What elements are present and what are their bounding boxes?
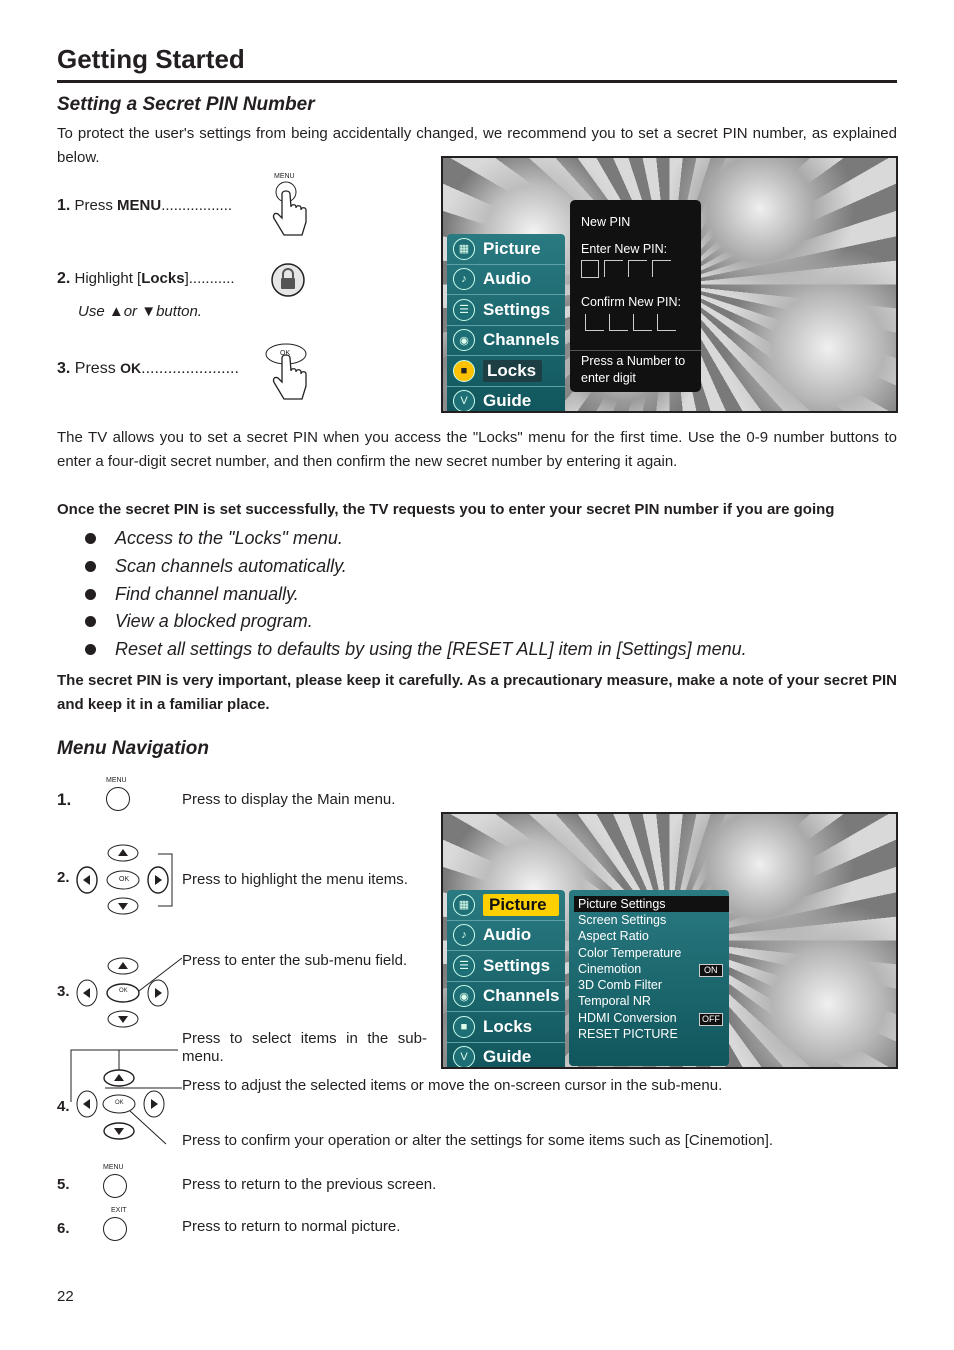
- nav-step-1-number: 1.: [57, 790, 72, 809]
- intro-paragraph: To protect the user's settings from being accidentally changed, we recommend you to set a secret PIN number, as explained below.: [57, 125, 897, 166]
- submenu-item: RESET PICTURE: [578, 1027, 678, 1042]
- lock-icon: ■: [453, 1016, 475, 1038]
- arrow-hint: Use ▲or ▼button.: [78, 303, 202, 320]
- submenu-header: Picture Settings: [574, 896, 729, 912]
- nav-step-1-text: Press to display the Main menu.: [182, 791, 396, 808]
- press-menu-hand-icon: [266, 180, 312, 242]
- nav-step-3-number: 3.: [57, 983, 70, 1000]
- tv-menu-item-picture: ▦ Picture: [447, 234, 565, 265]
- pin-step-1: 1. Press MENU.................: [57, 197, 233, 214]
- tv-screen-pin: [441, 156, 898, 413]
- pin-help-text: Press a Number to enter digit: [581, 354, 686, 385]
- list-item: Scan channels automatically.: [85, 554, 747, 582]
- locks-key: Locks: [141, 270, 185, 287]
- pin-description: The TV allows you to set a secret PIN when you access the "Locks" menu for the first time. Use the 0-9 number buttons to enter a four-digit secret number, and then confirm the new secret number by entering it again.: [57, 429, 897, 470]
- pin-digit-box[interactable]: [628, 260, 647, 277]
- nav-step-4-text-b: Press to adjust the selected items or move the on-screen cursor in the sub-menu.: [182, 1077, 723, 1094]
- menu-button-caption: MENU: [103, 1164, 124, 1171]
- bullet-icon: [85, 561, 96, 572]
- nav-step-4-text-c: Press to confirm your operation or alter the settings for some items such as [Cinemotion].: [182, 1132, 774, 1149]
- section-title-pin: Setting a Secret PIN Number: [57, 94, 315, 115]
- list-item: View a blocked program.: [85, 609, 747, 637]
- picture-icon: ▦: [453, 238, 475, 260]
- lock-button-icon: [270, 262, 306, 298]
- page-number: 22: [57, 1288, 74, 1305]
- settings-icon: ☰: [453, 955, 475, 977]
- pin-bold-note: Once the secret PIN is set successfully, the TV requests you to enter your secret PIN number if you are going: [57, 501, 835, 518]
- nav-step-4-text-a: Press to select items in the sub-menu.: [182, 1030, 427, 1065]
- submenu-item: 3D Comb Filter: [578, 978, 663, 993]
- nav-step-5-number: 5.: [57, 1176, 70, 1193]
- tv-main-menu: [447, 890, 565, 1069]
- ok-key: OK: [120, 360, 142, 376]
- tv-menu-item-guide: V Guide: [447, 1043, 565, 1070]
- nav-step-2-text: Press to highlight the menu items.: [182, 871, 408, 888]
- pin-required-list: [85, 526, 747, 665]
- pin-digit-box[interactable]: [633, 314, 652, 331]
- up-arrow-icon: ▲: [108, 303, 124, 320]
- dpad-ok-icon: [74, 955, 184, 1031]
- submenu-item: Screen Settings: [578, 913, 667, 927]
- page-title: Getting Started: [57, 44, 245, 74]
- submenu-item: Temporal NR: [578, 994, 651, 1009]
- tv-menu-item-locks: ■ Locks: [447, 356, 565, 387]
- tv-menu-item-channels: ◉ Channels: [447, 326, 565, 357]
- tv-menu-item-audio: ♪ Audio: [447, 265, 565, 296]
- nav-step-6-text: Press to return to normal picture.: [182, 1218, 401, 1235]
- dpad-ok-label: OK: [119, 988, 128, 994]
- submenu-item: Color Temperature: [578, 945, 682, 960]
- enter-pin-label: Enter New PIN:: [581, 242, 668, 256]
- submenu-item: Aspect Ratio: [578, 929, 649, 944]
- nav-step-4-number: 4.: [57, 1098, 70, 1115]
- nav-step-3-text: Press to enter the sub-menu field.: [182, 952, 408, 969]
- menu-button-caption: MENU: [274, 173, 295, 180]
- tv-main-menu: [447, 234, 565, 413]
- menu-button-icon: [106, 787, 130, 811]
- bullet-icon: [85, 589, 96, 600]
- tv-menu-item-settings: ☰ Settings: [447, 951, 565, 982]
- guide-icon: V: [453, 390, 475, 412]
- pin-digit-box[interactable]: [604, 260, 623, 277]
- menu-key: MENU: [117, 197, 162, 214]
- tv-menu-item-audio: ♪ Audio: [447, 921, 565, 952]
- pin-important-note: The secret PIN is very important, please keep it carefully. As a precautionary measure, make a note of your secret PIN and keep it in a familiar place.: [57, 672, 897, 713]
- pin-digit-box[interactable]: [585, 314, 604, 331]
- pin-step-2: 2. Highlight [Locks]...........: [57, 270, 235, 287]
- exit-button-caption: EXIT: [111, 1207, 127, 1214]
- title-rule: [57, 80, 897, 83]
- cinemotion-status-badge: ON: [699, 964, 723, 977]
- menu-button-icon: [103, 1174, 127, 1198]
- menu-button-caption: MENU: [106, 777, 127, 784]
- dpad-ok-label: OK: [115, 1100, 124, 1106]
- pin-step-3: 3. Press OK......................: [57, 360, 239, 377]
- pin-dialog-divider: [570, 350, 701, 351]
- tv-menu-item-channels: ◉ Channels: [447, 982, 565, 1013]
- hdmi-status-badge: OFF: [699, 1013, 723, 1026]
- nav-step-6-number: 6.: [57, 1220, 70, 1237]
- confirm-pin-boxes[interactable]: [585, 314, 676, 331]
- dpad-ok-label: OK: [119, 876, 130, 883]
- audio-icon: ♪: [453, 268, 475, 290]
- pin-dialog-title: New PIN: [581, 215, 631, 229]
- section-title-navigation: Menu Navigation: [57, 738, 210, 759]
- new-pin-dialog: [570, 200, 701, 392]
- enter-pin-boxes[interactable]: [581, 260, 671, 278]
- submenu-list: [569, 912, 729, 1042]
- nav-step-2-number: 2.: [57, 869, 70, 886]
- list-item: Access to the "Locks" menu.: [85, 526, 747, 554]
- bullet-icon: [85, 533, 96, 544]
- tv-menu-item-picture: ▦ Picture: [447, 890, 565, 921]
- down-arrow-icon: ▼: [141, 303, 157, 320]
- channels-icon: ◉: [453, 985, 475, 1007]
- list-item: Reset all settings to defaults by using the [RESET ALL] item in [Settings] menu.: [85, 637, 747, 665]
- tv-screen-picture-menu: [441, 812, 898, 1069]
- lock-icon: ■: [453, 360, 475, 382]
- exit-button-icon: [103, 1217, 127, 1241]
- picture-submenu: [569, 890, 729, 1066]
- bullet-icon: [85, 644, 96, 655]
- submenu-item: Cinemotion ON: [578, 961, 729, 977]
- guide-icon: V: [453, 1046, 475, 1068]
- channels-icon: ◉: [453, 329, 475, 351]
- settings-icon: ☰: [453, 299, 475, 321]
- tv-menu-item-locks: ■ Locks: [447, 1012, 565, 1043]
- pin-digit-box[interactable]: [609, 314, 628, 331]
- nav-step-5-text: Press to return to the previous screen.: [182, 1176, 437, 1193]
- ok-button-caption: OK: [280, 350, 291, 357]
- confirm-pin-label: Confirm New PIN:: [581, 295, 682, 309]
- list-item: Find channel manually.: [85, 582, 747, 610]
- tv-menu-item-settings: ☰ Settings: [447, 295, 565, 326]
- picture-icon: ▦: [453, 894, 475, 916]
- submenu-item: HDMI Conversion OFF: [578, 1010, 729, 1026]
- pin-digit-box[interactable]: [652, 260, 671, 277]
- dpad-all-directions-icon: [70, 1048, 185, 1148]
- pin-digit-box[interactable]: [581, 260, 599, 278]
- audio-icon: ♪: [453, 924, 475, 946]
- pin-digit-box[interactable]: [657, 314, 676, 331]
- bullet-icon: [85, 616, 96, 627]
- tv-menu-item-guide: V Guide: [447, 387, 565, 414]
